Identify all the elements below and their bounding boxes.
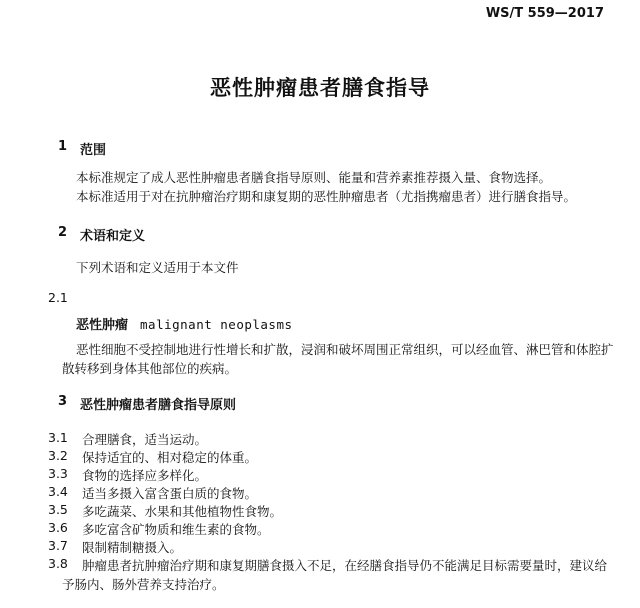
list-item-number: 3.6 (48, 520, 68, 535)
document-title: 恶性肿瘤患者膳食指导 (210, 76, 430, 100)
list-item-text: 适当多摄入富含蛋白质的食物。 (82, 486, 258, 501)
list-item-text: 多吃蔬菜、水果和其他植物性食物。 (82, 504, 283, 519)
list-item-number: 3.3 (48, 466, 68, 481)
list-item-number: 3.4 (48, 484, 68, 499)
list-item-number: 3.7 (48, 538, 68, 553)
list-item-number: 3.8 (48, 556, 68, 571)
list-item-text: 限制精制糖摄入。 (82, 540, 183, 555)
section-1-paragraph: 本标准规定了成人恶性肿瘤患者膳食指导原则、能量和营养素推荐摄入量、食物选择。 (76, 170, 552, 185)
section-3-heading: 恶性肿瘤患者膳食指导原则 (80, 398, 237, 413)
standard-code: WS/T 559—2017 (485, 6, 604, 21)
list-item-text: 保持适宜的、相对稳定的体重。 (82, 450, 258, 465)
list-item-number: 3.1 (48, 430, 68, 445)
term-definition-line: 散转移到身体其他部位的疾病。 (62, 361, 238, 376)
list-item-text: 合理膳食，适当运动。 (82, 432, 208, 447)
section-1-heading: 范围 (80, 143, 107, 158)
section-2-number: 2 (58, 225, 68, 240)
list-item-number: 3.2 (48, 448, 68, 463)
term-definition-line: 恶性细胞不受控制地进行性增长和扩散，浸润和破坏周围正常组织，可以经血管、淋巴管和体腔扩 (76, 342, 614, 357)
list-item-text: 肿瘤患者抗肿瘤治疗期和康复期膳食摄入不足，在经膳食指导仍不能满足目标需要量时，建议给 (82, 558, 608, 573)
term-number: 2.1 (48, 290, 68, 305)
list-item-number: 3.5 (48, 502, 68, 517)
term-heading (76, 314, 293, 333)
section-3-number: 3 (58, 394, 68, 409)
section-1-number: 1 (58, 139, 68, 154)
term-name-cn: 恶性肿瘤 (76, 318, 129, 333)
list-item-text-continued: 予肠内、肠外营养支持治疗。 (62, 577, 225, 592)
list-item-text: 多吃富含矿物质和维生素的食物。 (82, 522, 270, 537)
section-2-heading: 术语和定义 (80, 229, 146, 244)
term-name-en: malignant neoplasms (140, 317, 293, 332)
list-item-text: 食物的选择应多样化。 (82, 468, 208, 483)
section-2-intro: 下列术语和定义适用于本文件 (76, 260, 239, 275)
section-1-paragraph: 本标准适用于对在抗肿瘤治疗期和康复期的恶性肿瘤患者（尤指携瘤患者）进行膳食指导。 (76, 189, 577, 204)
